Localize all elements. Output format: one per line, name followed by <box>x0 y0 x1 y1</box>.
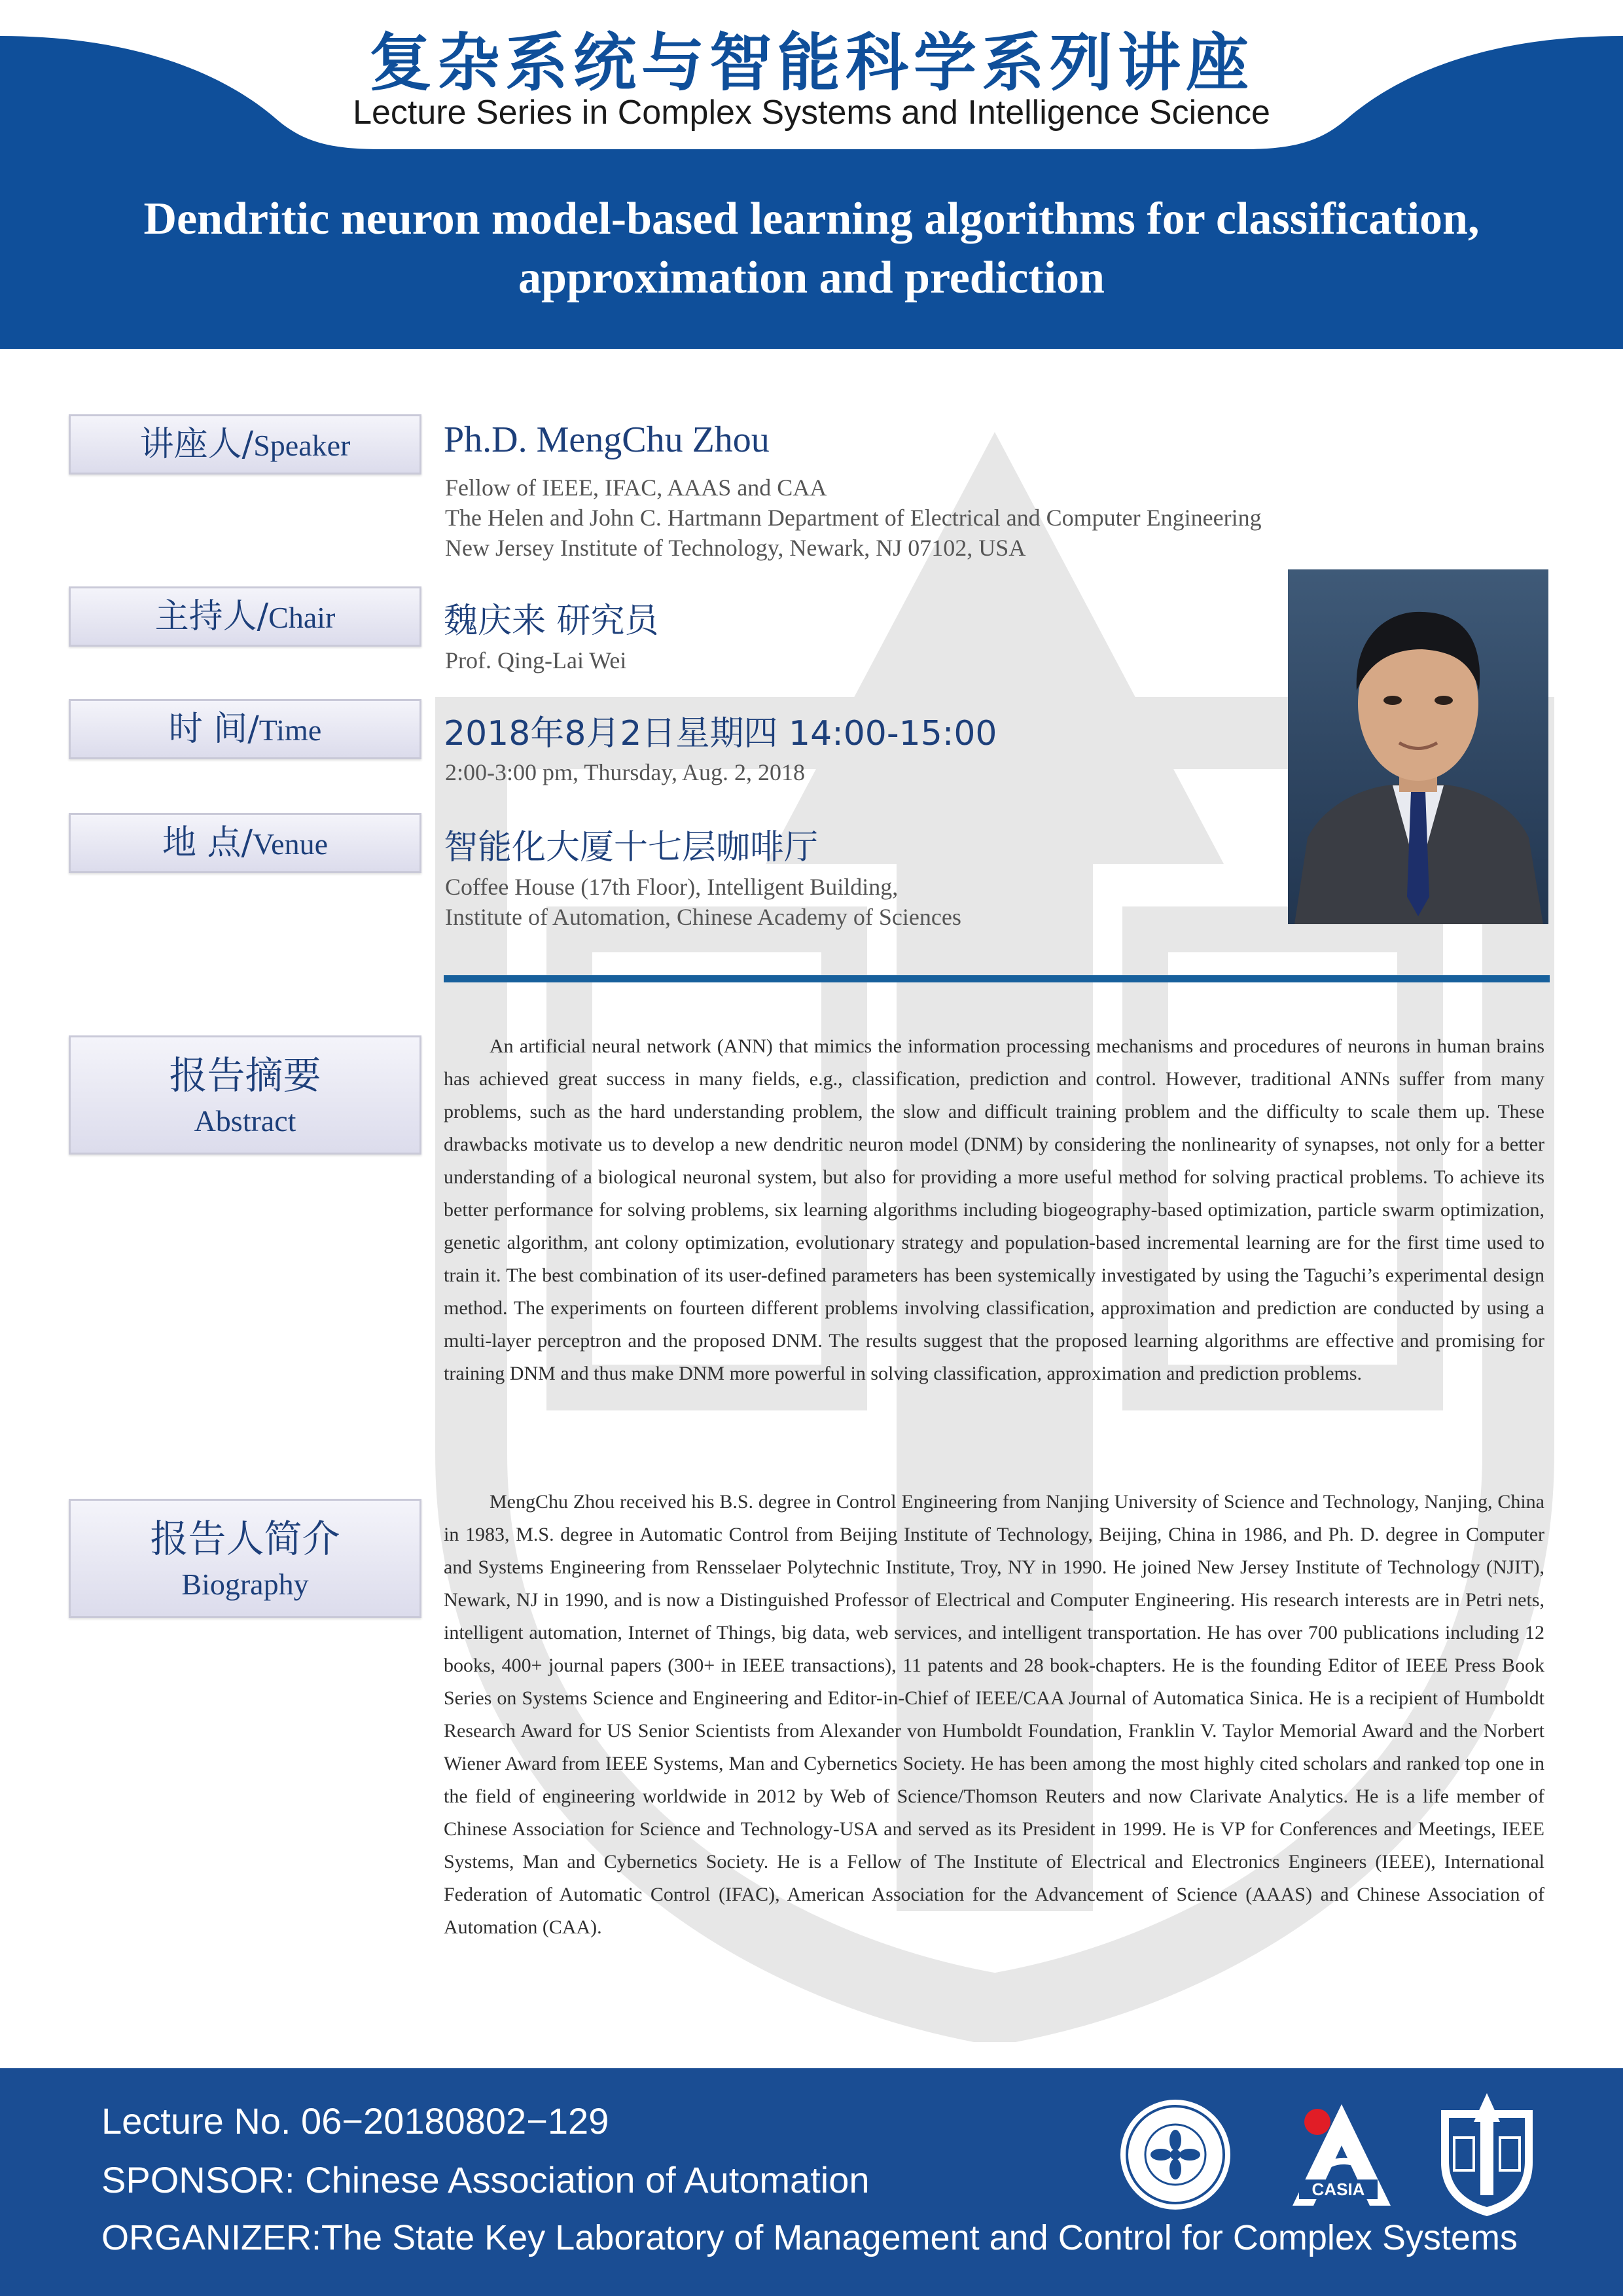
speaker-label <box>69 414 421 475</box>
venue-label-en: Venue <box>253 827 329 861</box>
speaker-photo <box>1288 569 1548 924</box>
time-label-en: Time <box>259 713 322 747</box>
casia-logo-icon <box>1279 2094 1397 2212</box>
venue-label-cn: 地 点/ <box>162 823 253 863</box>
organizer-line: ORGANIZER:The State Key Laboratory of Management and Control for Complex Systems <box>101 2218 1518 2257</box>
talk-title-line-1: Dendritic neuron model-based learning algorithms for classification, <box>143 194 1480 244</box>
talk-title-line-2: approximation and prediction <box>518 253 1105 303</box>
abstract-label <box>69 1035 421 1155</box>
time-value-en: 2:00-3:00 pm, Thursday, Aug. 2, 2018 <box>445 759 805 785</box>
series-title-en: Lecture Series in Complex Systems and Intelligence Science <box>353 94 1270 132</box>
institute-shield-logo-icon <box>1435 2090 1539 2219</box>
time-value-cn: 2018年8月2日星期四 14:00-15:00 <box>444 714 997 753</box>
biography-label-cn: 报告人简介 <box>150 1516 340 1561</box>
abstract-text: An artificial neural network (ANN) that mimics the information processing mechanisms and procedures of neurons in human brains has achieved great success in many fields, e.g., classification, prediction and control. However, traditional ANNs suffer from many problems, such as the hard understanding problem, the slow and difficult training problem and the difficulty to scale them up. These drawbacks motivate us to develop a new dendritic neuron model (DNM) by considering the nonlinearity of synapses, not only for a better understanding of a biological neuronal system, but also for providing a more useful method for solving practical problems. To achieve its better performance for solving problems, six learning algorithms including biogeography-based optimization, particle swarm optimization, genetic algorithm, ant colony optimization, evolutionary strategy and population-based incremental learning are for the first time used to train it. The best combination of its user-defined parameters has been systemically investigated by using the Taguchi’s experimental design method. The experiments on fourteen different problems involving classification, approximation and prediction are conducted by using a multi-layer perceptron and the proposed DNM. The results suggest that the proposed learning algorithms are effective and promising for training DNM and thus make DNM more powerful in solving classification, approximation and prediction problems. <box>444 1035 1544 1384</box>
abstract-label-cn: 报告摘要 <box>169 1053 321 1098</box>
header-banner <box>0 0 1623 349</box>
footer-banner <box>0 2068 1623 2296</box>
lecture-number: Lecture No. 06−20180802−129 <box>101 2100 609 2142</box>
sponsor-line: SPONSOR: Chinese Association of Automation <box>101 2159 870 2200</box>
biography-label <box>69 1499 421 1618</box>
time-label-cn: 时 间/ <box>168 709 259 749</box>
chair-label-cn: 主持人/ <box>154 597 269 636</box>
venue-value-en-1: Coffee House (17th Floor), Intelligent Building, <box>445 874 899 900</box>
section-divider <box>444 975 1550 982</box>
speaker-name: Ph.D. MengChu Zhou <box>444 420 770 460</box>
chair-name-cn: 魏庆来 研究员 <box>444 601 659 641</box>
chair-name-en: Prof. Qing-Lai Wei <box>445 647 627 673</box>
venue-label <box>69 813 421 873</box>
biography-text: MengChu Zhou received his B.S. degree in Control Engineering from Nanjing University of Science and Technology, Nanjing, China in 1983, M.S. degree in Automatic Control from Beijing Institute of Technology, Beijing, China in 1986, and Ph. D. degree in Computer and Systems Engineering from Rensselaer Polytechnic Institute, Troy, NY in 1990. He joined New Jersey Institute of Technology (NJIT), Newark, NJ in 1990, and is now a Distinguished Professor of Electrical and Computer Engineering. His research interests are in Petri nets, intelligent automation, Internet of Things, big data, web services, and intelligent transportation. He has over 700 publications including 12 books, 400+ journal papers (300+ in IEEE transactions), 11 patents and 28 book-chapters. He is the founding Editor of IEEE Press Book Series on Systems Science and Engineering and Editor-in-Chief of IEEE/CAA Journal of Automatica Sinica. He is a recipient of Humboldt Research Award for US Senior Scientists from Alexander von Humboldt Foundation, Franklin V. Taylor Memorial Award and the Norbert Wiener Award from IEEE Systems, Man and Cybernetics Society. He has been among the most highly cited scholars and ranked top one in the field of engineering worldwide in 2012 by Web of Science/Thomson Reuters and now Clarivate Analytics. He is a life member of Chinese Association for Science and Technology-USA and served as its President in 1999. He is VP for Conferences and Meetings, IEEE Systems, Man and Cybernetics Society. He is a Fellow of The Institute of Electrical and Electronics Engineers (IEEE), International Federation of Automatic Control (IFAC), American Association for the Advancement of Science (AAAS) and Chinese Association of Automation (CAA). <box>444 1491 1544 1938</box>
biography-label-en: Biography <box>181 1568 309 1601</box>
chair-label <box>69 586 421 647</box>
venue-value-cn: 智能化大厦十七层咖啡厅 <box>444 828 819 867</box>
speaker-label-cn: 讲座人/ <box>139 425 254 464</box>
speaker-detail-3: New Jersey Institute of Technology, Newark, NJ 07102, USA <box>445 535 1026 561</box>
speaker-detail-1: Fellow of IEEE, IFAC, AAAS and CAA <box>445 475 827 501</box>
talk-title <box>52 190 1571 308</box>
chair-label-en: Chair <box>268 601 336 634</box>
cas-logo-icon <box>1116 2096 1234 2214</box>
speaker-label-en: Speaker <box>253 429 351 462</box>
time-label <box>69 699 421 759</box>
speaker-detail-2: The Helen and John C. Hartmann Department of Electrical and Computer Engineering <box>445 505 1262 531</box>
casia-logo-text: CASIA <box>1311 2179 1365 2199</box>
abstract-label-en: Abstract <box>194 1104 296 1138</box>
venue-value-en-2: Institute of Automation, Chinese Academy of Sciences <box>445 904 961 930</box>
series-title-cn: 复杂系统与智能科学系列讲座 <box>369 26 1254 99</box>
